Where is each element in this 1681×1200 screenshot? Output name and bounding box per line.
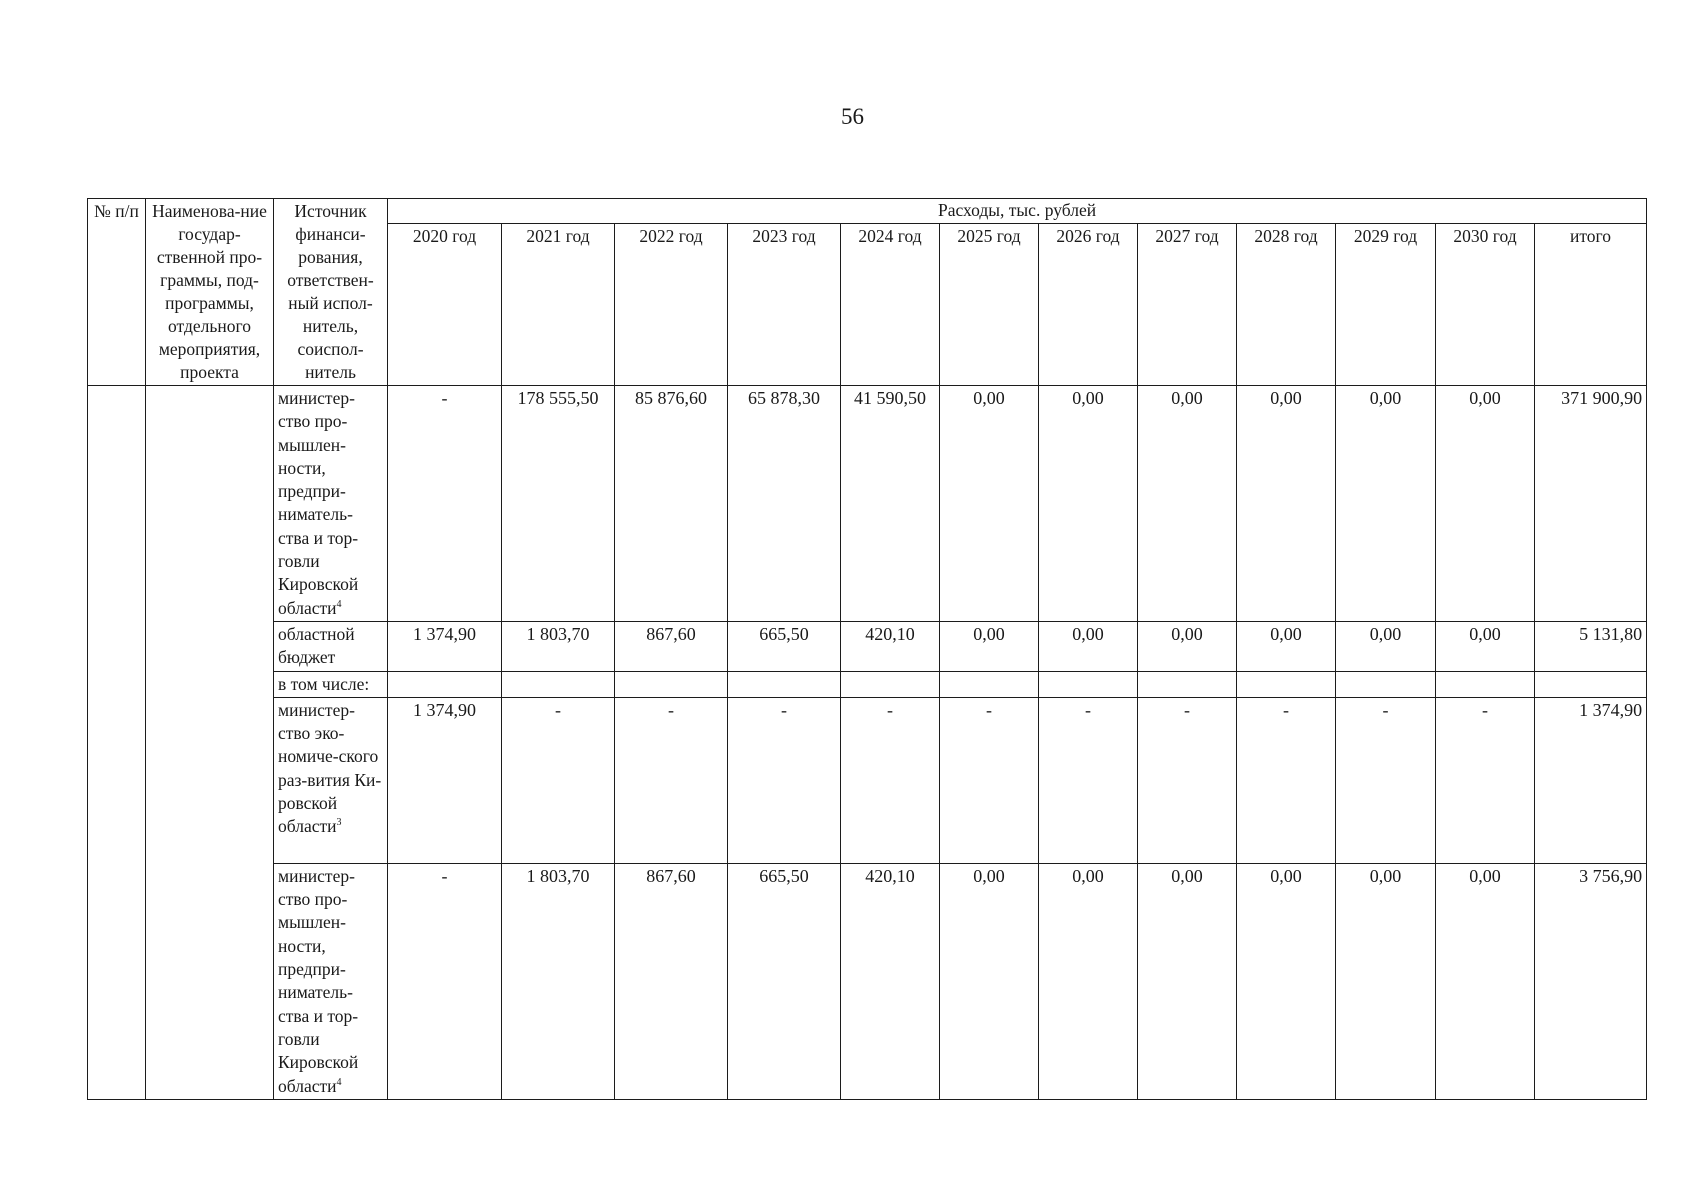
- value-cell: -: [1039, 697, 1138, 863]
- header-year: 2027 год: [1138, 223, 1237, 385]
- value-cell: [1336, 671, 1436, 697]
- row-name-cell: [146, 386, 274, 1100]
- table-row: [88, 621, 1647, 671]
- value-cell: -: [1336, 697, 1436, 863]
- value-cell: 0,00: [940, 863, 1039, 1099]
- header-expenses-group: Расходы, тыс. рублей: [388, 199, 1647, 224]
- footnote-mark: 4: [336, 598, 342, 610]
- header-year: 2029 год: [1336, 223, 1436, 385]
- value-cell: 867,60: [615, 621, 728, 671]
- table-row: [88, 697, 1647, 863]
- header-source: Источник финанси-рования, ответствен-ный испол-нитель, соиспол-нитель: [274, 199, 388, 386]
- value-cell: 1 374,90: [388, 621, 502, 671]
- page-number: 56: [841, 104, 864, 129]
- value-cell: 867,60: [615, 863, 728, 1099]
- value-cell: -: [1237, 697, 1336, 863]
- header-year: 2020 год: [388, 223, 502, 385]
- value-cell: 85 876,60: [615, 386, 728, 622]
- header-year: 2028 год: [1237, 223, 1336, 385]
- total-cell: 5 131,80: [1535, 621, 1647, 671]
- value-cell: 0,00: [1237, 386, 1336, 622]
- value-cell: -: [502, 697, 615, 863]
- value-cell: 0,00: [1039, 863, 1138, 1099]
- total-cell: [1535, 671, 1647, 697]
- value-cell: 1 803,70: [502, 863, 615, 1099]
- value-cell: [940, 671, 1039, 697]
- source-cell: [274, 863, 388, 1099]
- table-row: [88, 671, 1647, 697]
- value-cell: 0,00: [940, 386, 1039, 622]
- value-cell: 0,00: [940, 621, 1039, 671]
- value-cell: 665,50: [728, 863, 841, 1099]
- value-cell: 0,00: [1138, 621, 1237, 671]
- value-cell: 0,00: [1336, 863, 1436, 1099]
- source-text: областной бюджет: [278, 623, 355, 668]
- value-cell: 0,00: [1436, 621, 1535, 671]
- value-cell: 0,00: [1237, 863, 1336, 1099]
- header-year: 2026 год: [1039, 223, 1138, 385]
- value-cell: 665,50: [728, 621, 841, 671]
- value-cell: [502, 671, 615, 697]
- value-cell: 0,00: [1138, 863, 1237, 1099]
- source-cell: [274, 621, 388, 671]
- value-cell: 0,00: [1436, 386, 1535, 622]
- table-row: [88, 386, 1647, 622]
- value-cell: -: [940, 697, 1039, 863]
- value-cell: [1436, 671, 1535, 697]
- value-cell: 0,00: [1436, 863, 1535, 1099]
- value-cell: -: [615, 697, 728, 863]
- footnote-mark: 4: [336, 1076, 342, 1088]
- value-cell: 0,00: [1336, 621, 1436, 671]
- value-cell: [728, 671, 841, 697]
- value-cell: 0,00: [1336, 386, 1436, 622]
- value-cell: -: [388, 863, 502, 1099]
- header-name: Наименова-ние государ-ственной про-граммы, под-программы, отдельного мероприятия, проекта: [146, 199, 274, 386]
- header-row: [88, 199, 1647, 224]
- header-number: № п/п: [88, 199, 146, 386]
- value-cell: -: [1436, 697, 1535, 863]
- value-cell: [841, 671, 940, 697]
- source-cell: [274, 671, 388, 697]
- value-cell: 420,10: [841, 863, 940, 1099]
- header-year: 2030 год: [1436, 223, 1535, 385]
- expenses-table: [87, 198, 1647, 1100]
- value-cell: [1039, 671, 1138, 697]
- value-cell: [388, 671, 502, 697]
- total-cell: 371 900,90: [1535, 386, 1647, 622]
- source-text: в том числе:: [278, 673, 370, 694]
- row-number-cell: [88, 386, 146, 1100]
- value-cell: 0,00: [1237, 621, 1336, 671]
- value-cell: 0,00: [1138, 386, 1237, 622]
- value-cell: 65 878,30: [728, 386, 841, 622]
- source-text: министер-ство про-мышлен-ности, предпри-ниматель-ства и тор-говли Кировской области: [278, 388, 359, 618]
- value-cell: 178 555,50: [502, 386, 615, 622]
- header-year: 2022 год: [615, 223, 728, 385]
- header-year: 2021 год: [502, 223, 615, 385]
- source-text: министер-ство про-мышлен-ности, предпри-ниматель-ства и тор-говли Кировской области: [278, 865, 359, 1096]
- value-cell: 420,10: [841, 621, 940, 671]
- value-cell: 0,00: [1039, 621, 1138, 671]
- value-cell: [1237, 671, 1336, 697]
- value-cell: -: [841, 697, 940, 863]
- footnote-mark: 3: [336, 817, 342, 829]
- value-cell: [1138, 671, 1237, 697]
- table-row: [88, 863, 1647, 1099]
- value-cell: [615, 671, 728, 697]
- value-cell: -: [388, 386, 502, 622]
- header-year: 2025 год: [940, 223, 1039, 385]
- header-year: 2024 год: [841, 223, 940, 385]
- value-cell: 41 590,50: [841, 386, 940, 622]
- source-cell: [274, 697, 388, 863]
- header-year: 2023 год: [728, 223, 841, 385]
- value-cell: 1 374,90: [388, 697, 502, 863]
- value-cell: 0,00: [1039, 386, 1138, 622]
- value-cell: -: [728, 697, 841, 863]
- total-cell: 1 374,90: [1535, 697, 1647, 863]
- total-cell: 3 756,90: [1535, 863, 1647, 1099]
- source-text: министер-ство эко-номиче-ского раз-вития Ки-ровской области: [278, 699, 382, 837]
- value-cell: -: [1138, 697, 1237, 863]
- source-cell: [274, 386, 388, 622]
- header-total: итого: [1535, 223, 1647, 385]
- value-cell: 1 803,70: [502, 621, 615, 671]
